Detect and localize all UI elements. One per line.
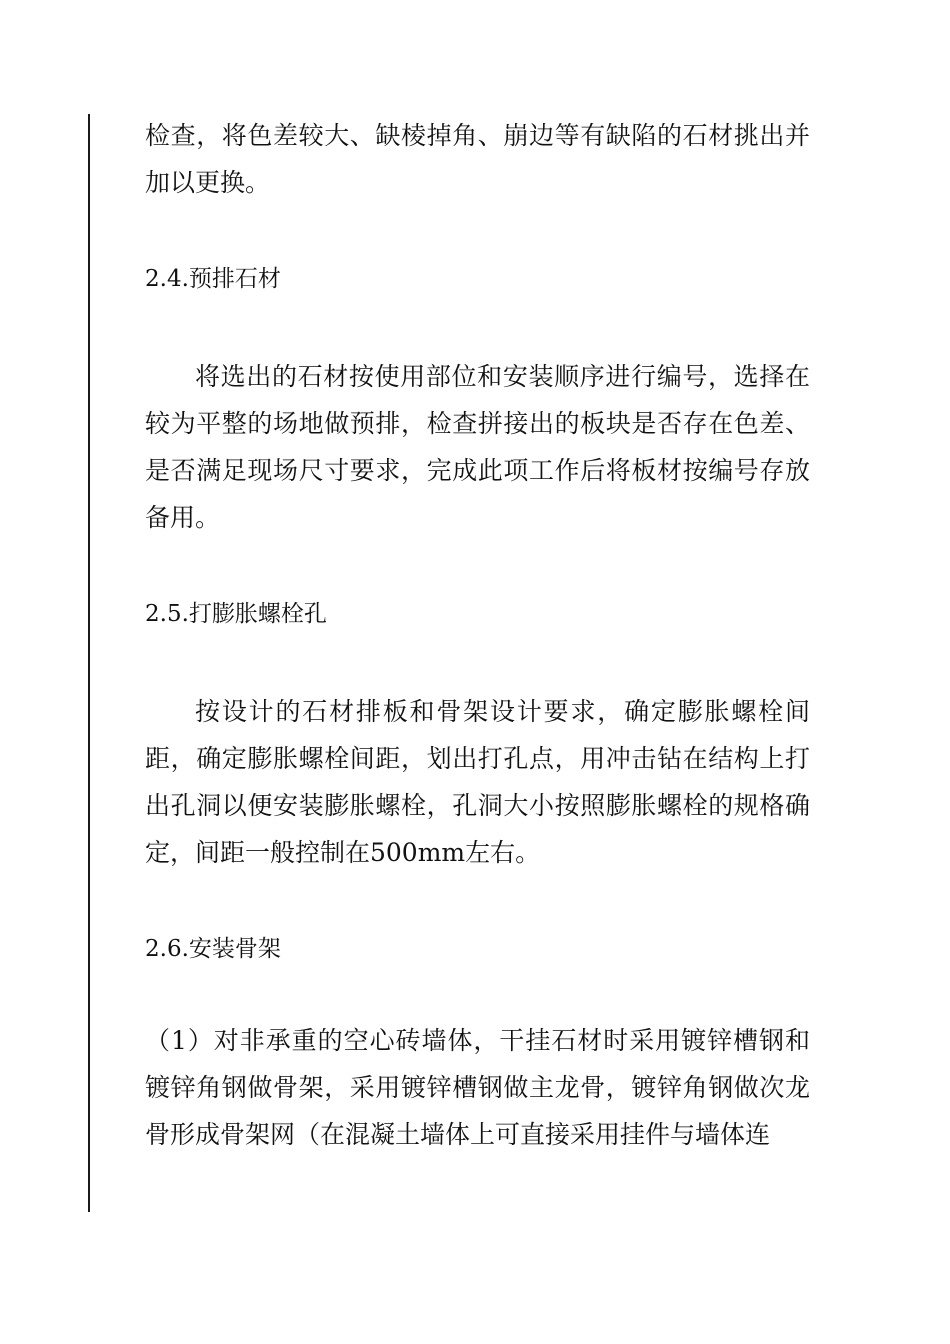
spacer [145, 206, 810, 256]
spacer [145, 876, 810, 926]
paragraph-bolt-holes: 按设计的石材排板和骨架设计要求，确定膨胀螺栓间距，确定膨胀螺栓间距，划出打孔点，用冲击钻在结构上打出孔洞以便安装膨胀螺栓，孔洞大小按照膨胀螺栓的规格确定，间距一般控制在500mm左右。 [145, 697, 810, 867]
spacer [145, 973, 810, 1017]
paragraph-stone-inspection: 检查，将色差较大、缺棱掉角、崩边等有缺陷的石材挑出并加以更换。 [145, 121, 810, 197]
spacer [145, 303, 810, 353]
document-body [145, 112, 810, 1158]
paragraph-frame-install: （1）对非承重的空心砖墙体，干挂石材时采用镀锌槽钢和镀锌角钢做骨架，采用镀锌槽钢做主龙骨，镀锌角钢做次龙骨形成骨架网（在混凝土墙体上可直接采用挂件与墙体连 [145, 1026, 810, 1149]
spacer [145, 541, 810, 591]
paragraph-pre-layout: 将选出的石材按使用部位和安装顺序进行编号，选择在较为平整的场地做预排，检查拼接出的板块是否存在色差、是否满足现场尺寸要求，完成此项工作后将板材按编号存放备用。 [145, 362, 810, 532]
section-heading-2-6: 2.6.安装骨架 [145, 936, 281, 962]
section-heading-2-4: 2.4.预排石材 [145, 266, 281, 292]
section-heading-2-5: 2.5.打膨胀螺栓孔 [145, 601, 327, 627]
margin-rule [88, 114, 90, 1212]
spacer [145, 638, 810, 688]
